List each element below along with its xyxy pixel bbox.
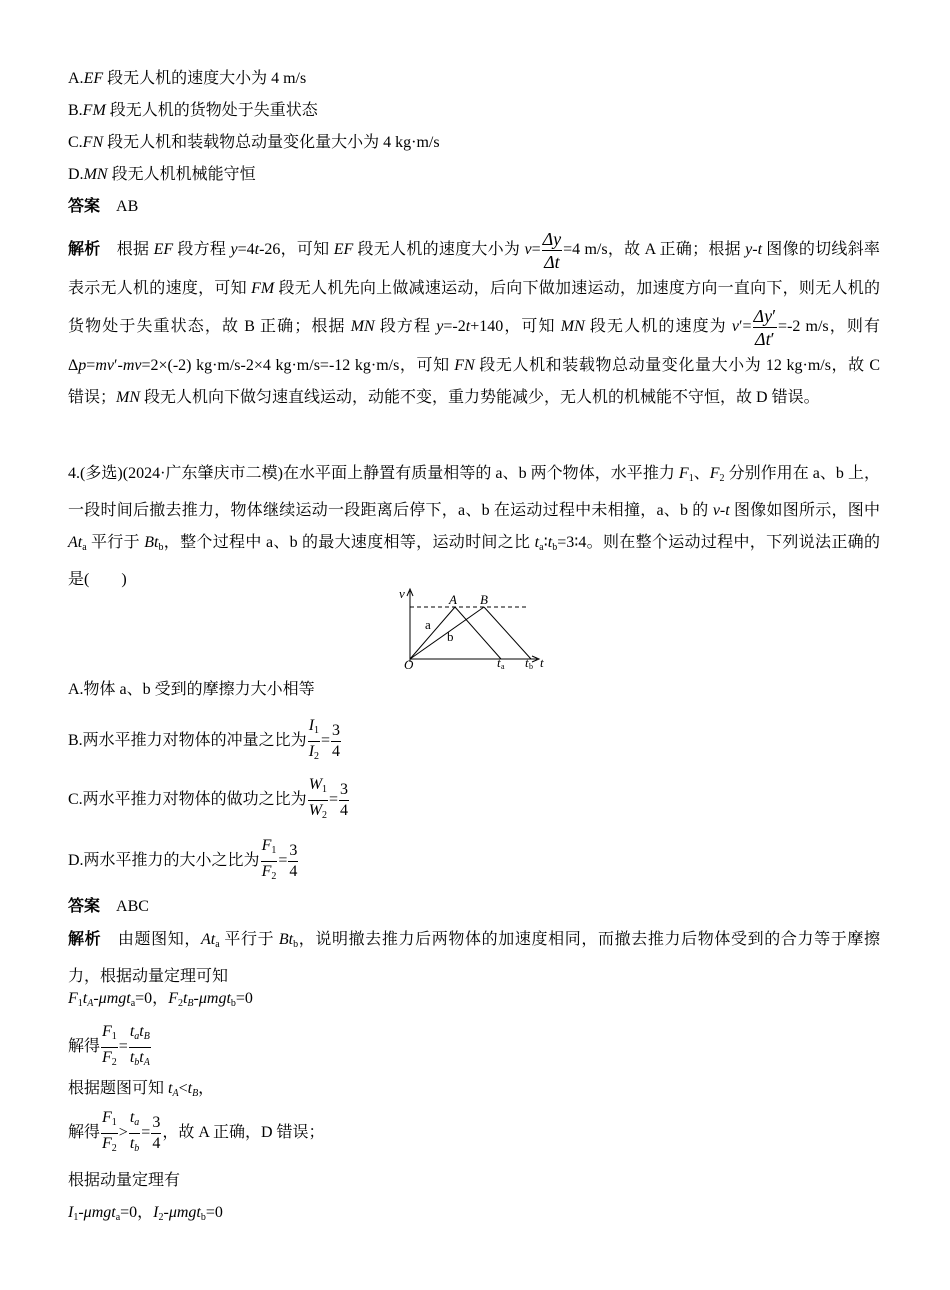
label-tb: t xyxy=(525,655,529,670)
text-jiede-2: 解得 xyxy=(68,1124,101,1142)
line-a-fall xyxy=(455,607,501,659)
label-a: a xyxy=(425,617,431,632)
answer-label-q4: 答案 xyxy=(68,898,101,915)
text-conclusion: ，故 A 正确，D 错误； xyxy=(162,1124,325,1142)
label-B: B xyxy=(480,592,488,607)
option-c-text: C.两水平推力对物体的做功之比为 xyxy=(68,791,307,809)
eq-momentum-force: $F_1t_A-\mu mgt_a=0$，$F_2t_B-\mu mgt_b=0$ xyxy=(68,990,253,1009)
eq-impulse: $I_1-\mu mgt_a=0$，$I_2-\mu mgt_b=0$ xyxy=(68,1204,223,1223)
option-a-prev: A.EF 段无人机的速度大小为 4 m/s xyxy=(68,70,307,87)
label-O: O xyxy=(404,657,414,670)
option-a: A.物体 a、b 受到的摩擦力大小相等 xyxy=(68,681,315,698)
label-ta: t xyxy=(497,655,501,670)
option-b-prev: B.FM 段无人机的货物处于失重状态 xyxy=(68,102,318,119)
answer-value: AB xyxy=(116,198,139,215)
label-tb-sub: b xyxy=(529,662,533,670)
analysis-q4-intro: 解析 由题图知，$At_a$ 平行于 $Bt_b$，说明撤去推力后两物体的加速度相同，而撤去推力后物体受到的合力等于摩擦力，根据动量定理可知 xyxy=(68,931,880,985)
frac-4-b: 4 xyxy=(332,743,341,760)
option-c-prev: C.FN 段无人机和装载物总动量变化量大小为 4 kg·m/s xyxy=(68,134,440,151)
label-ta-sub: a xyxy=(501,662,505,670)
label-t: t xyxy=(540,655,544,670)
text-dingli: 根据动量定理可知 xyxy=(100,968,229,985)
text-dongliang: 根据动量定理有 xyxy=(68,1172,181,1189)
eq-ratio-2: 解得 $\frac{F_1}{F_2}$ > $\frac{t_a}{t_b}$ = $\frac{3}{4}$ ，故 A 正确，D 错误； xyxy=(68,1109,325,1154)
option-b: B.两水平推力对物体的冲量之比为 $\frac{I_1}{I_2}$ = $\frac{3}{4}$ xyxy=(68,717,341,762)
analysis-label: 解析 xyxy=(68,241,101,259)
text-genju-tutu: 根据题图可知 $t_A<t_B$， xyxy=(68,1080,215,1099)
analysis-label-q4: 解析 xyxy=(68,931,102,948)
eq-ratio-1: 解得 $\frac{F_1}{F_2}$ = $\frac{t_at_B}{t_bt_A}$ xyxy=(68,1023,150,1068)
text-jiede-1: 解得 xyxy=(68,1038,101,1056)
answer-q4 xyxy=(68,896,149,918)
vt-graph xyxy=(395,586,560,670)
label-A: A xyxy=(449,592,457,607)
answer-prev xyxy=(68,196,138,218)
option-c: C.两水平推力对物体的做功之比为 $\frac{W_1}{W_2}$ = $\frac{3}{4}$ xyxy=(68,776,349,821)
answer-value-q4: ABC xyxy=(116,898,149,915)
label-v: v xyxy=(399,586,405,601)
option-b-text: B.两水平推力对物体的冲量之比为 xyxy=(68,732,307,750)
frac-3-b: 3 xyxy=(331,721,341,742)
question-4-stem: 4.(多选)(2024·广东肇庆市二模)在水平面上静置有质量相等的 a、b 两个物体，水平推力 $F_1$、$F_2$ 分别作用在 a、b 上，一段时间后撤去推力，物体继续运动一段距离后停下，a、b 在运动过程中未相撞，a、b 的 v-t 图像如图所示，图中 $At_a$ 平行于 $Bt_b$，整个过程中 a、b 的最大速度相等，运动时间之比 $t_a∶t_b=3∶4$。则在整个运动过程中，下列说法正确的是( ) xyxy=(68,465,880,588)
option-d-text: D.两水平推力的大小之比为 xyxy=(68,852,260,870)
analysis-prev: 解析 根据 EF 段方程 y=4t-26，可知 EF 段无人机的速度大小为 v= $\frac{\Delta y}{\Delta t}$ =4 m/s，故 A 正确；根据 y-t 图像的切线斜率表示无人机的速度，可知 FM 段无人机先向上做减速运动，后向下做加速运动，加速度方向一直向下，则无人机的货物处于失重状态，故 B 正确；根据 MN 段方程 y=-2t+140，可知 MN 段无人机的速度为 v′= $\frac{\Delta y'}{\Delta t'}$ =-2 m/s，则有 Δp=mv′-mv=2×(-2) kg·m/s-2×4 kg·m/s=-12 kg·m/s，可知 FN 段无人机和装载物总动量变化量大小为 12 kg·m/s，故 C 错误；MN 段无人机向下做匀速直线运动，动能不变，重力势能减少，无人机的机械能不守恒，故 D 错误。 xyxy=(68,229,880,406)
label-b: b xyxy=(447,629,454,644)
option-d: D.两水平推力的大小之比为 $\frac{F_1}{F_2}$ = $\frac{3}{4}$ xyxy=(68,837,298,882)
text-genju-label: 根据题图可知 xyxy=(68,1080,165,1097)
line-b-fall xyxy=(484,607,531,659)
option-d-prev: D.MN 段无人机机械能守恒 xyxy=(68,166,256,183)
answer-label: 答案 xyxy=(68,198,101,215)
